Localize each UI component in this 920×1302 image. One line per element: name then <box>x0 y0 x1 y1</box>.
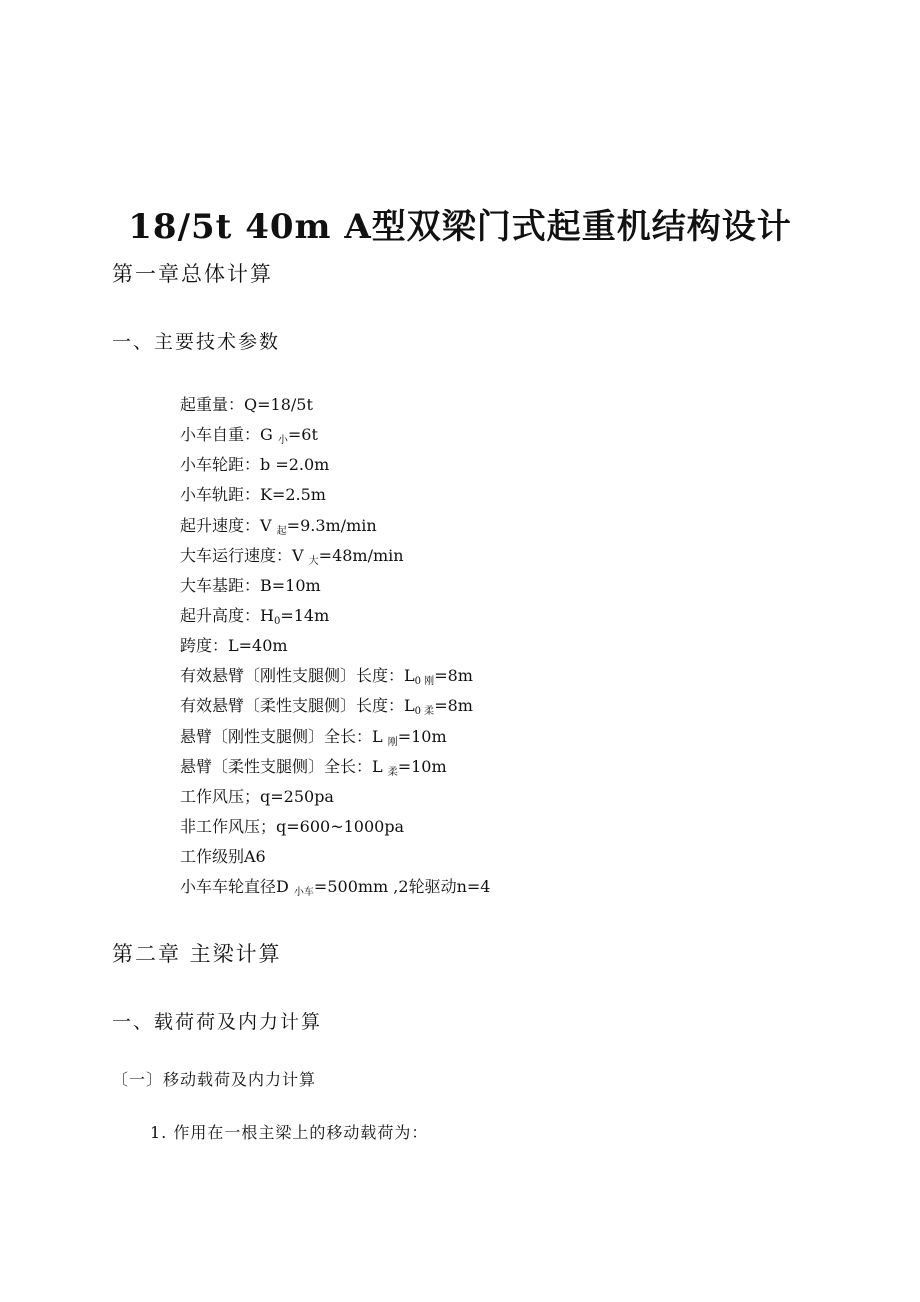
chapter-2-heading: 第二章 主梁计算 <box>112 942 282 966</box>
param-cantilever-length-rigid: 悬臂〔刚性支腿侧〕全长：L $_刚$=10m <box>180 726 447 748</box>
param-nonworking-wind-pressure: 非工作风压；q=600~1000pa <box>180 816 405 836</box>
param-trolley-wheelbase: 小车轮距：b =2.0m <box>180 455 330 475</box>
param-span: 跨度：L=40m <box>180 636 288 656</box>
item-1-text: 1. 作用在一根主梁上的移动载荷为： <box>150 1123 429 1142</box>
section-2-heading: 一、载荷荷及内力计算 <box>112 1011 323 1033</box>
param-effective-cantilever-rigid: 有效悬臂〔刚性支腿侧〕长度：$L_{0 刚}=8m$ <box>180 666 473 688</box>
param-lifting-speed: 起升速度：V $_起$=9.3m/min <box>180 515 377 537</box>
param-working-wind-pressure: 工作风压；q=250pa <box>180 786 334 806</box>
param-lifting-height: 起升高度：$H_0=14m$ <box>180 605 330 627</box>
param-work-class: 工作级别A6 <box>180 847 266 867</box>
param-trolley-weight: 小车自重：G $_小$=6t <box>180 425 318 447</box>
param-crane-travel-speed: 大车运行速度：V $_大$=48m/min <box>180 545 404 567</box>
param-trolley-gauge: 小车轨距：K=2.5m <box>180 485 326 505</box>
param-trolley-wheel-diameter: 小车车轮直径D $_{小车}$=500mm ,2轮驱动n=4 <box>180 877 491 899</box>
subsection-heading: 〔一〕移动载荷及内力计算 <box>112 1070 317 1089</box>
section-1-heading: 一、主要技术参数 <box>112 331 281 353</box>
document-title: 18/5t 40m A型双梁门式起重机结构设计 <box>128 207 792 247</box>
param-effective-cantilever-flexible: 有效悬臂〔柔性支腿侧〕长度：$L_{0 柔}=8m$ <box>180 696 473 718</box>
param-cantilever-length-flexible: 悬臂〔柔性支腿侧〕全长：L $_柔$=10m <box>180 756 447 778</box>
technical-parameters-list <box>180 390 490 902</box>
param-lifting-capacity: 起重量：Q=18/5t <box>180 395 313 414</box>
chapter-1-heading: 第一章总体计算 <box>112 262 273 286</box>
param-crane-base-distance: 大车基距：B=10m <box>180 575 321 595</box>
